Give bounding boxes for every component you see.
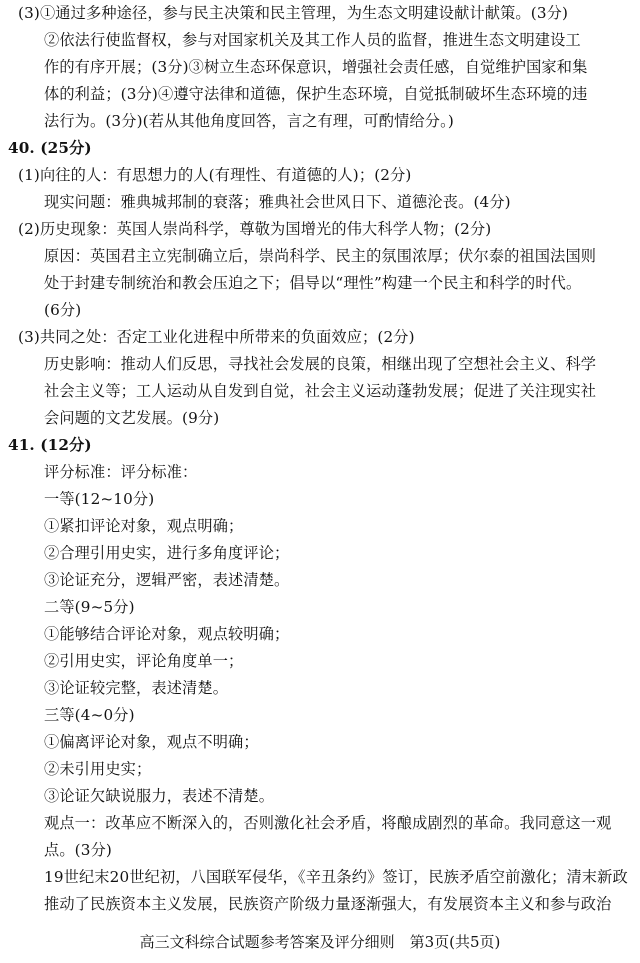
text-line: ③论证欠缺说服力，表述不清楚。 bbox=[44, 787, 275, 805]
text-line: (1)向往的人：有思想力的人(有理性、有道德的人)；(2分) bbox=[18, 166, 412, 184]
text-line: 会问题的文艺发展。(9分) bbox=[44, 409, 220, 427]
text-line: 评分标准：评分标准： bbox=[44, 463, 198, 481]
text-line: 历史影响：推动人们反思，寻找社会发展的良策，相继出现了空想社会主义、科学 bbox=[44, 355, 597, 373]
text-line: (3)共同之处：否定工业化进程中所带来的负面效应；(2分) bbox=[18, 328, 415, 346]
text-line: 法行为。(3分)(若从其他角度回答，言之有理，可酌情给分。) bbox=[44, 112, 454, 130]
text-line: ③论证充分，逻辑严密，表述清楚。 bbox=[44, 571, 290, 589]
text-line: ③论证较完整，表述清楚。 bbox=[44, 679, 229, 697]
text-line: ②引用史实，评论角度单一； bbox=[44, 652, 244, 670]
text-line: 作的有序开展；(3分)③树立生态环保意识，增强社会责任感，自觉维护国家和集 bbox=[44, 58, 588, 76]
text-line: ②依法行使监督权，参与对国家机关及其工作人员的监督，推进生态文明建设工 bbox=[44, 31, 581, 49]
text-line: 现实问题：雅典城邦制的衰落；雅典社会世风日下、道德沦丧。(4分) bbox=[44, 193, 511, 211]
text-line: (3)①通过多种途径，参与民主决策和民主管理，为生态文明建设献计献策。(3分) bbox=[18, 4, 569, 22]
text-line: (2)历史现象：英国人崇尚科学，尊敬为国增光的伟大科学人物；(2分) bbox=[18, 220, 492, 238]
text-line: ②合理引用史实，进行多角度评论； bbox=[44, 544, 290, 562]
question-number: 41. (12分) bbox=[8, 436, 92, 454]
text-line: 原因：英国君主立宪制确立后，崇尚科学、民主的氛围浓厚；伏尔泰的祖国法国则 bbox=[44, 247, 597, 265]
grade-heading: 一等(12~10分) bbox=[44, 490, 155, 508]
text-line: ①偏离评论对象，观点不明确； bbox=[44, 733, 259, 751]
text-line: 体的利益；(3分)④遵守法律和道德，保护生态环境，自觉抵制破坏生态环境的违 bbox=[44, 85, 588, 103]
text-line: ①能够结合评论对象，观点较明确； bbox=[44, 625, 290, 643]
text-line: (6分) bbox=[44, 301, 82, 319]
text-line: 点。(3分) bbox=[44, 841, 112, 859]
page-footer: 高三文科综合试题参考答案及评分细则 第3页(共5页) bbox=[139, 933, 501, 951]
text-line: 社会主义等；工人运动从自发到自觉，社会主义运动蓬勃发展；促进了关注现实社 bbox=[44, 382, 597, 400]
grade-heading: 三等(4~0分) bbox=[44, 706, 135, 724]
question-number: 40. (25分) bbox=[8, 139, 92, 157]
text-line: 观点一：改革应不断深入的，否则激化社会矛盾，将酿成剧烈的革命。我同意这一观 bbox=[44, 814, 612, 832]
text-line: 19世纪末20世纪初，八国联军侵华，《辛丑条约》签订，民族矛盾空前激化；清末新政 bbox=[44, 868, 628, 886]
text-line: ①紧扣评论对象，观点明确； bbox=[44, 517, 244, 535]
text-line: 推动了民族资本主义发展，民族资产阶级力量逐渐强大，有发展资本主义和参与政治 bbox=[44, 895, 612, 913]
grade-heading: 二等(9~5分) bbox=[44, 598, 135, 616]
text-line: ②未引用史实； bbox=[44, 760, 152, 778]
text-line: 处于封建专制统治和教会压迫之下；倡导以“理性”构建一个民主和科学的时代。 bbox=[44, 274, 582, 292]
